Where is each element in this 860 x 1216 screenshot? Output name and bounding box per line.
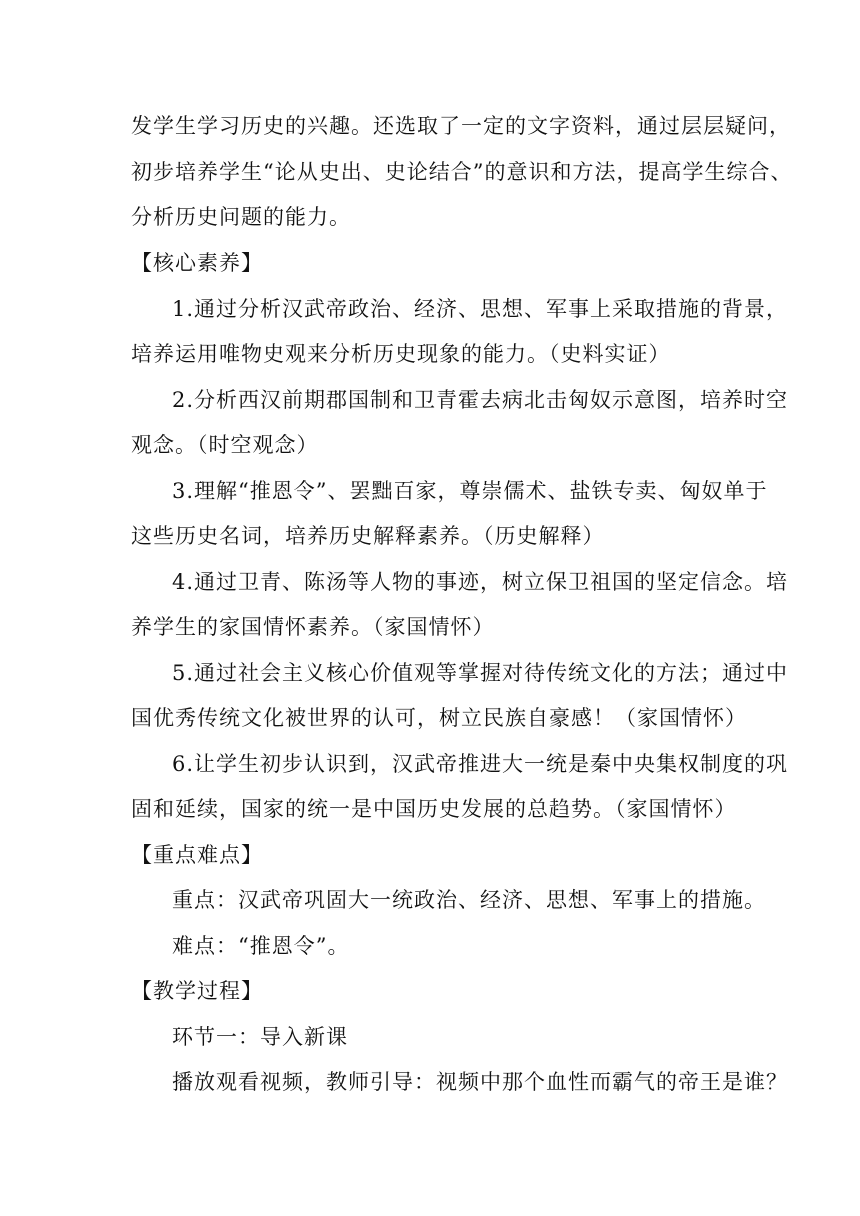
core-item-3-line-2: 这些历史名词，培养历史解释素养。（历史解释） <box>131 524 605 548</box>
key-difficult-heading: 【重点难点】 <box>131 843 263 867</box>
difficult-point-text: 难点：“推恩令”。 <box>172 934 350 958</box>
core-literacy-heading: 【核心素养】 <box>131 251 263 275</box>
key-point-text: 重点：汉武帝巩固大一统政治、经济、思想、军事上的措施。 <box>172 888 766 912</box>
step-1-text: 播放观看视频，教师引导：视频中那个血性而霸气的帝王是谁？ <box>172 1070 788 1094</box>
intro-line-3: 分析历史问题的能力。 <box>131 205 351 229</box>
intro-line-2: 初步培养学生“论从史出、史论结合”的意识和方法，提高学生综合、 <box>131 160 793 184</box>
core-item-6-line-2: 固和延续，国家的统一是中国历史发展的总趋势。（家国情怀） <box>131 797 737 821</box>
core-item-2-line-1: 2.分析西汉前期郡国制和卫青霍去病北击匈奴示意图，培养时空 <box>172 388 789 412</box>
core-item-6-line-1: 6.让学生初步认识到，汉武帝推进大一统是秦中央集权制度的巩 <box>172 752 789 776</box>
core-item-1-line-1: 1.通过分析汉武帝政治、经济、思想、军事上采取措施的背景， <box>172 297 789 321</box>
step-1-title: 环节一：导入新课 <box>172 1025 348 1049</box>
core-item-5-line-2: 国优秀传统文化被世界的认可，树立民族自豪感！（家国情怀） <box>131 706 747 730</box>
teaching-process-heading: 【教学过程】 <box>131 979 263 1003</box>
core-item-1-line-2: 培养运用唯物史观来分析历史现象的能力。（史料实证） <box>131 342 671 366</box>
core-item-4-line-2: 养学生的家国情怀素养。（家国情怀） <box>131 615 495 639</box>
core-item-5-line-1: 5.通过社会主义核心价值观等掌握对待传统文化的方法；通过中 <box>172 661 789 685</box>
core-item-3-line-1: 3.理解“推恩令”、罢黜百家，尊崇儒术、盐铁专卖、匈奴单于 <box>172 479 768 503</box>
core-item-4-line-1: 4.通过卫青、陈汤等人物的事迹，树立保卫祖国的坚定信念。培 <box>172 570 789 594</box>
core-item-2-line-2: 观念。（时空观念） <box>131 433 319 457</box>
intro-line-1: 发学生学习历史的兴趣。还选取了一定的文字资料，通过层层疑问， <box>131 114 791 138</box>
